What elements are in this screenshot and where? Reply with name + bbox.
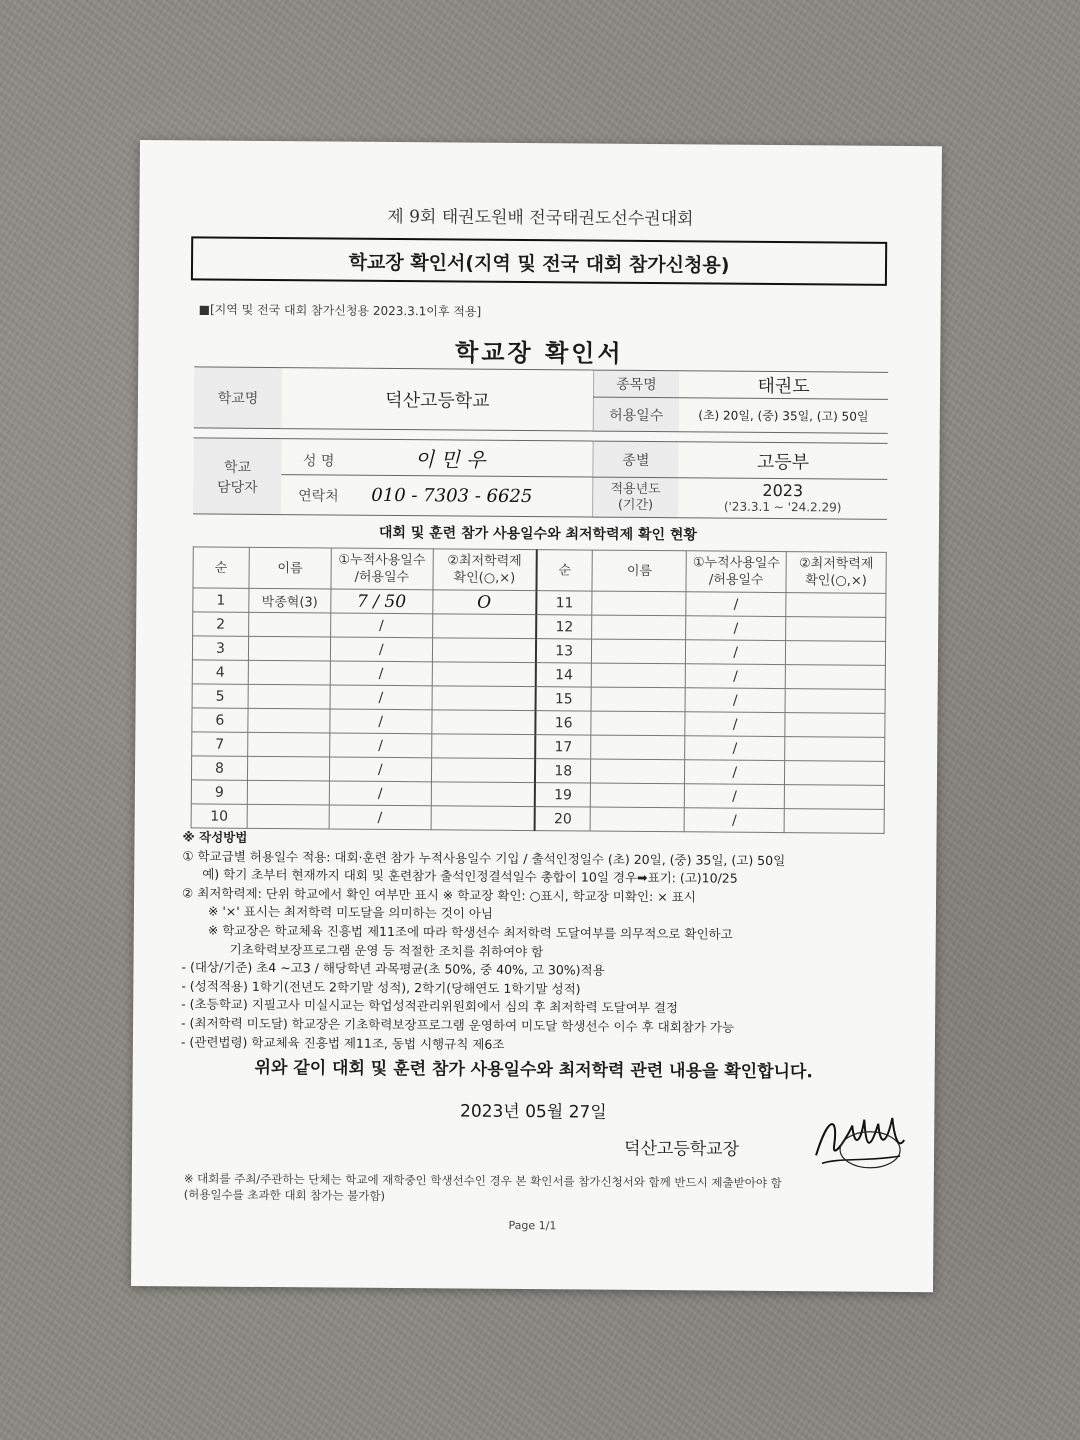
notes-heading: ※ 작성방법 bbox=[182, 829, 248, 845]
row-check bbox=[431, 710, 535, 735]
row-check bbox=[431, 806, 535, 831]
box-title: 학교장 확인서(지역 및 전국 대회 참가신청용) bbox=[348, 251, 730, 277]
col-name: 이름 bbox=[249, 547, 331, 589]
scope-note: ■[지역 및 전국 대회 참가신청용 2023.3.1이후 적용] bbox=[198, 302, 482, 319]
manager-label bbox=[193, 438, 282, 515]
row-days: / bbox=[329, 805, 431, 830]
row-no: 3 bbox=[192, 636, 248, 660]
allowed-days-label: 허용일수 bbox=[593, 397, 679, 432]
table-title: 대회 및 훈련 참가 사용일수와 최저학력제 확인 현황 bbox=[378, 524, 698, 544]
title-box bbox=[191, 236, 887, 285]
row-no: 1 bbox=[193, 588, 249, 612]
row-check bbox=[432, 686, 536, 711]
row-no: 12 bbox=[536, 615, 592, 639]
row-days: 7 / 50 bbox=[331, 589, 433, 614]
row-name bbox=[247, 780, 329, 805]
row-name bbox=[591, 783, 685, 808]
year-label bbox=[592, 477, 678, 518]
row-no: 8 bbox=[191, 756, 247, 780]
row-no: 14 bbox=[536, 663, 592, 687]
row-name bbox=[248, 732, 330, 757]
row-name bbox=[591, 687, 685, 712]
row-days: / bbox=[330, 709, 432, 734]
row-check bbox=[785, 713, 885, 738]
row-no: 7 bbox=[192, 732, 248, 756]
row-days: / bbox=[685, 688, 785, 713]
document-title: 학교장 확인서 bbox=[454, 338, 624, 368]
row-days: / bbox=[330, 685, 432, 710]
note-1: ① 학교급별 허용일수 적용: 대회·훈련 참가 누적사용일수 기입 / 출석인정일수 (초) 20일, (중) 35일, (고) 50일 bbox=[182, 847, 786, 868]
row-days: / bbox=[686, 592, 786, 617]
note-2: ② 최저학력제: 단위 학교에서 확인 여부만 표시 ※ 학교장 확인: ○표시, 학교장 미확인: × 표시 bbox=[182, 885, 696, 905]
row-days: / bbox=[330, 637, 432, 662]
row-no: 5 bbox=[192, 684, 248, 708]
col-days-2-line2: /허용일수 bbox=[708, 572, 764, 588]
col-days-2 bbox=[686, 551, 786, 593]
row-days: / bbox=[329, 781, 431, 806]
year-label-line1: 적용년도 bbox=[610, 481, 661, 497]
principal-name: 덕산고등학교장 bbox=[624, 1138, 740, 1160]
row-check bbox=[785, 761, 885, 786]
contact-value: 010 - 7303 - 6625 bbox=[371, 484, 533, 508]
page-number: Page 1/1 bbox=[508, 1218, 557, 1233]
row-check bbox=[432, 638, 536, 663]
footer-note bbox=[184, 1170, 782, 1207]
row-check bbox=[784, 809, 884, 834]
row-days: / bbox=[685, 760, 785, 785]
name-value: 이 민 우 bbox=[414, 447, 486, 472]
row-name bbox=[591, 759, 685, 784]
row-no: 13 bbox=[536, 639, 592, 663]
name-cell bbox=[282, 439, 593, 477]
table-header-row bbox=[193, 547, 886, 593]
row-no: 15 bbox=[536, 687, 592, 711]
row-name bbox=[591, 807, 685, 832]
row-name bbox=[592, 615, 686, 640]
event-value: 태권도 bbox=[679, 371, 888, 400]
row-check bbox=[785, 689, 885, 714]
row-days: / bbox=[330, 661, 432, 686]
manager-label-line2: 담당자 bbox=[217, 479, 258, 496]
col-no-2: 순 bbox=[536, 550, 592, 591]
confirmation-date: 2023년 05월 27일 bbox=[459, 1101, 607, 1123]
note-2-sub-1: ※ '×' 표시는 최저학력 미도달을 의미하는 것이 아님 bbox=[207, 903, 494, 922]
row-no: 2 bbox=[193, 612, 249, 636]
row-check bbox=[786, 617, 886, 642]
school-name: 덕산고등학교 bbox=[282, 368, 593, 431]
row-check bbox=[432, 662, 536, 687]
note-below-min: - (최저학력 미도달) 학교장은 기초학력보장프로그램 운영하여 미도달 학생선수 이수 후 대회참가 가능 bbox=[181, 1015, 735, 1035]
row-no: 19 bbox=[535, 783, 591, 807]
row-check bbox=[785, 737, 885, 762]
col-name-2: 이름 bbox=[592, 550, 686, 592]
row-check bbox=[786, 593, 886, 618]
row-check bbox=[784, 785, 884, 810]
row-no: 18 bbox=[535, 759, 591, 783]
note-2-sub-3: 기초학력보장프로그램 운영 등 적절한 조치를 취하여야 함 bbox=[229, 941, 544, 959]
principal-signature bbox=[808, 1105, 909, 1176]
col-min-line1: ②최저학력제 bbox=[447, 553, 522, 570]
row-days: / bbox=[685, 736, 785, 761]
col-min-line2: 확인(○,×) bbox=[453, 570, 516, 586]
row-name bbox=[592, 663, 686, 688]
name-label: 성 명 bbox=[302, 453, 335, 470]
row-no: 4 bbox=[192, 660, 248, 684]
instructions bbox=[181, 828, 903, 1057]
row-check bbox=[431, 782, 535, 807]
row-check bbox=[785, 665, 885, 690]
footer-line2: (허용일수를 초과한 대회 참가는 불가함) bbox=[183, 1187, 386, 1203]
manager-label-line1: 학교 bbox=[223, 459, 252, 476]
row-days: / bbox=[330, 613, 432, 638]
row-no: 17 bbox=[535, 735, 591, 759]
row-days: / bbox=[685, 712, 785, 737]
row-days: / bbox=[686, 616, 786, 641]
contact-cell bbox=[281, 475, 592, 517]
row-no: 6 bbox=[192, 708, 248, 732]
row-name bbox=[248, 636, 330, 661]
col-days bbox=[331, 548, 433, 590]
footer-line1: ※ 대회를 주최/주관하는 단체는 학교에 재학중인 학생선수인 경우 본 확인서를 참가신청서와 함께 반드시 제출받아야 함 bbox=[183, 1171, 782, 1191]
note-grades: - (성적적용) 1학기(전년도 2학기말 성적), 2학기(당해연도 1학기말 성적) bbox=[181, 978, 581, 997]
col-days-line2: /허용일수 bbox=[354, 569, 410, 586]
competition-title: 제 9회 태권도원배 전국태권도선수권대회 bbox=[387, 206, 694, 230]
col-min-2-line2: 확인(○,×) bbox=[805, 573, 867, 589]
row-name bbox=[248, 660, 330, 685]
row-no: 9 bbox=[191, 780, 247, 804]
col-min bbox=[433, 549, 537, 591]
row-name: 박종혁(3) bbox=[249, 588, 331, 613]
row-no: 16 bbox=[535, 711, 591, 735]
row-name bbox=[247, 756, 329, 781]
row-check: O bbox=[432, 590, 536, 615]
document-sheet bbox=[131, 140, 942, 1292]
row-check bbox=[431, 734, 535, 759]
row-name bbox=[249, 612, 331, 637]
col-days-2-line1: ①누적사용일수 bbox=[692, 555, 780, 572]
row-days: / bbox=[329, 733, 431, 758]
note-1-example: 예) 학기 초부터 현재까지 대회 및 훈련참가 출석인정결석일수 총합이 10일 경우➡표기: (고)10/25 bbox=[202, 866, 738, 886]
row-name bbox=[591, 735, 685, 760]
col-days-line1: ①누적사용일수 bbox=[338, 552, 426, 569]
period-value: ('23.3.1 ~ '24.2.29) bbox=[723, 499, 842, 515]
row-name bbox=[591, 711, 685, 736]
col-no: 순 bbox=[193, 547, 249, 588]
row-check bbox=[432, 614, 536, 639]
row-days: / bbox=[686, 640, 786, 665]
row-check bbox=[785, 641, 885, 666]
category-value: 고등부 bbox=[678, 442, 887, 480]
year-label-line2: (기간) bbox=[617, 497, 654, 513]
allowed-days-value: (초) 20일, (중) 35일, (고) 50일 bbox=[679, 398, 888, 434]
row-name bbox=[248, 708, 330, 733]
row-name bbox=[592, 639, 686, 664]
row-no: 20 bbox=[535, 807, 591, 831]
usage-table bbox=[191, 546, 887, 833]
confirmation-text: 위와 같이 대회 및 훈련 참가 사용일수와 최저학력 관련 내용을 확인합니다. bbox=[254, 1057, 813, 1083]
note-law: - (관련법령) 학교체육 진흥법 제11조, 동법 시행규칙 제6조 bbox=[180, 1033, 505, 1052]
row-name bbox=[592, 591, 686, 616]
category-label: 종별 bbox=[593, 441, 679, 478]
col-min-2-line1: ②최저학력제 bbox=[798, 556, 874, 572]
row-days: / bbox=[329, 757, 431, 782]
row-name bbox=[248, 684, 330, 709]
note-target: - (대상/기준) 초4 ~고3 / 해당학년 과목평균(초 50%, 중 40%, 고 30%)적용 bbox=[181, 959, 605, 978]
event-label: 종목명 bbox=[593, 370, 679, 398]
row-no: 11 bbox=[536, 591, 592, 615]
row-no: 10 bbox=[191, 804, 247, 828]
year-value: 2023 bbox=[762, 480, 804, 500]
info-table bbox=[193, 366, 888, 519]
note-elementary: - (초등학교) 지필고사 미실시교는 학업성적관리위원회에서 심의 후 최저학력 도달여부 결정 bbox=[181, 996, 679, 1016]
row-name bbox=[247, 804, 329, 829]
contact-label: 연락처 bbox=[298, 488, 339, 505]
note-2-sub-2: ※ 학교장은 학교체육 진흥법 제11조에 따라 학생선수 최저학력 도달여부를 의무적으로 확인하고 bbox=[207, 922, 733, 942]
row-check bbox=[431, 758, 535, 783]
row-days: / bbox=[684, 808, 784, 833]
year-cell bbox=[678, 478, 887, 520]
row-days: / bbox=[685, 784, 785, 809]
school-label: 학교명 bbox=[194, 367, 283, 429]
col-min-2 bbox=[786, 552, 886, 594]
row-days: / bbox=[685, 664, 785, 689]
